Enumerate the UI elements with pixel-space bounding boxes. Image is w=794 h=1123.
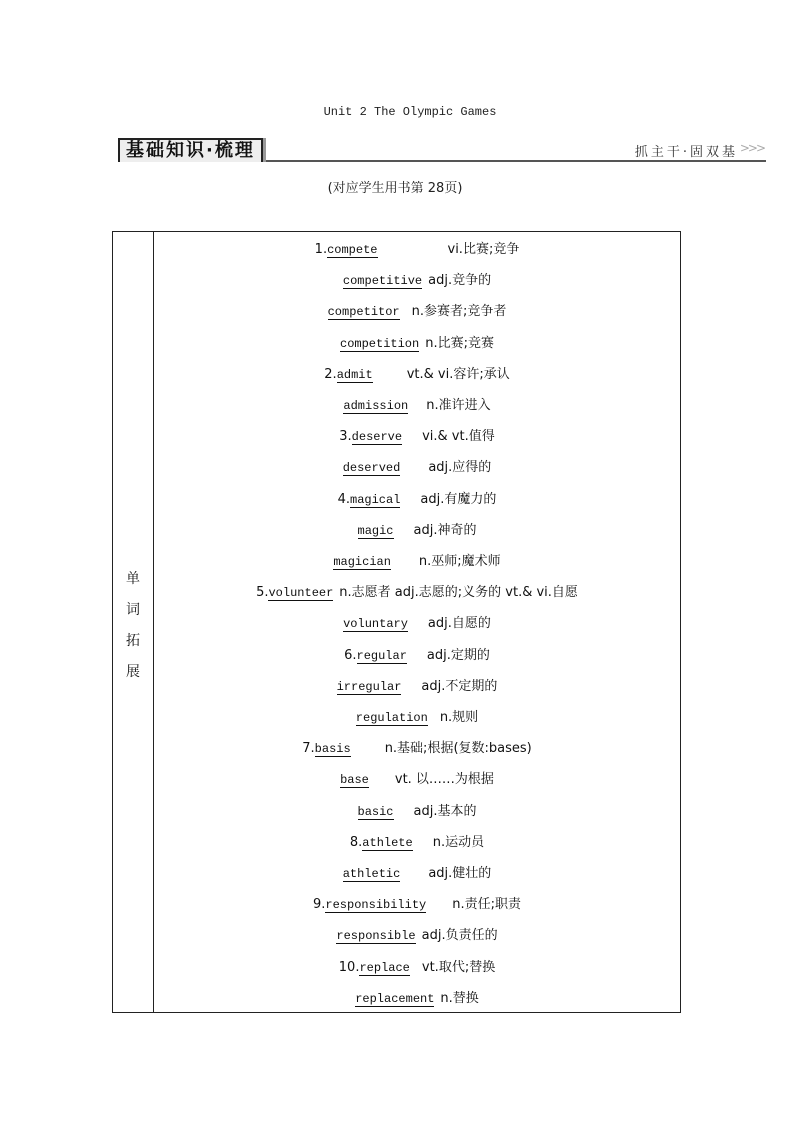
- vocab-word: athletic: [342, 867, 401, 881]
- vocab-word: irregular: [336, 679, 402, 694]
- vocab-row: [154, 983, 680, 1014]
- vocab-row: [154, 577, 680, 608]
- side-label-char: 拓: [126, 633, 140, 649]
- vocab-definition: n.替换: [440, 990, 479, 1006]
- vocab-word: admit: [336, 367, 373, 382]
- vocab-word: volunteer: [268, 586, 334, 601]
- vocab-row: [154, 421, 680, 452]
- item-number: 3.: [339, 429, 352, 445]
- vocab-definition: n.责任;职责: [452, 897, 521, 913]
- vocab-definition: adj.应得的: [428, 460, 492, 476]
- vocab-word: magician: [333, 555, 391, 569]
- vocab-row: [154, 858, 680, 889]
- side-label-char: 词: [126, 602, 140, 618]
- vocab-definition: n.巫师;魔术师: [418, 554, 501, 569]
- vocab-word: basis: [314, 742, 351, 757]
- vocab-word: basic: [357, 804, 394, 819]
- section-bar: [118, 138, 766, 162]
- vocab-definition: adj.健壮的: [428, 866, 492, 881]
- vocab-definition: adj.有魔力的: [420, 491, 497, 507]
- vocab-definition: n.基础;根据(复数:bases): [384, 741, 532, 757]
- item-number: 2.: [324, 366, 337, 382]
- section-label: 基础知识·梳理: [118, 138, 263, 162]
- vocab-row: [154, 920, 680, 951]
- vocab-row: [154, 359, 680, 390]
- vocab-word: competitive: [342, 274, 423, 289]
- vocab-word: compete: [327, 243, 378, 257]
- vocab-row: [154, 296, 680, 327]
- vocab-row: [154, 640, 680, 671]
- vocab-word: magical: [350, 492, 401, 507]
- side-label: [113, 564, 153, 688]
- vocab-row: [154, 671, 680, 702]
- vocab-word: responsible: [336, 929, 416, 944]
- item-number: 7.: [302, 741, 315, 757]
- vocab-row: [154, 328, 680, 359]
- chevron-right-icon: >>>: [739, 141, 764, 155]
- vocab-definition: adj.负责任的: [421, 928, 498, 944]
- item-number: 5.: [256, 585, 269, 601]
- vocab-word: responsibility: [325, 898, 427, 913]
- vocab-definition: vi.& vt.值得: [422, 429, 495, 445]
- vocab-word: athlete: [362, 835, 413, 850]
- vocab-definition: adj.自愿的: [427, 616, 491, 632]
- vocab-row: [154, 484, 680, 515]
- side-label-char: 展: [126, 664, 140, 680]
- vocab-row: [154, 452, 680, 483]
- unit-title: Unit 2 The Olympic Games: [323, 105, 497, 119]
- vocab-row: [154, 546, 680, 577]
- vocab-row: [154, 796, 680, 827]
- vocab-word: regulation: [355, 711, 428, 725]
- side-column: [113, 232, 154, 1012]
- vocab-word: competition: [340, 336, 420, 351]
- vocab-word: replacement: [355, 991, 435, 1006]
- vocab-row: [154, 952, 680, 983]
- side-label-char: 单: [126, 571, 140, 587]
- vocab-row: [154, 702, 680, 733]
- vocab-word: regular: [356, 648, 407, 663]
- item-number: 8.: [349, 834, 363, 850]
- vocab-row: [154, 827, 680, 858]
- vocab-word: voluntary: [343, 617, 408, 632]
- vocab-definition: n.规则: [439, 710, 479, 725]
- vocab-row: [154, 608, 680, 639]
- vocab-definition: vt.& vi.容许;承认: [406, 366, 510, 382]
- vocab-row: [154, 515, 680, 546]
- vocab-definition: adj.定期的: [426, 647, 490, 663]
- vocab-row: [154, 390, 680, 421]
- vocab-definition: n.准许进入: [426, 398, 491, 413]
- section-motto: 抓主干·固双基: [634, 145, 738, 160]
- vocab-definition: n.志愿者 adj.志愿的;义务的 vt.& vi.自愿: [339, 585, 578, 601]
- vocab-definition: adj.基本的: [413, 803, 477, 819]
- vocab-row: [154, 764, 680, 795]
- vocab-definition: adj.神奇的: [413, 522, 477, 538]
- item-number: 9.: [313, 897, 326, 913]
- vocab-row: [154, 733, 680, 764]
- vocab-word: magic: [357, 523, 394, 538]
- vocab-word: deserved: [342, 461, 401, 476]
- vocab-row: [154, 265, 680, 296]
- vocab-table: [112, 231, 681, 1013]
- vocab-row: [154, 234, 680, 265]
- vocab-word: admission: [343, 399, 409, 413]
- vocab-definition: vt.取代;替换: [421, 959, 496, 975]
- page-reference: (对应学生用书第 28页): [327, 181, 463, 196]
- vocab-row: [154, 889, 680, 920]
- vocab-definition: n.比赛;竞赛: [425, 335, 494, 351]
- vocab-definition: vt. 以……为根据: [394, 772, 494, 788]
- vocab-definition: n.参赛者;竞争者: [411, 304, 507, 320]
- vocab-definition: adj.竞争的: [428, 273, 492, 289]
- vocab-definition: vi.比赛;竞争: [447, 242, 520, 257]
- vocab-word: deserve: [351, 430, 403, 445]
- vocab-word: competitor: [327, 305, 400, 320]
- item-number: 10.: [338, 959, 360, 975]
- item-number: 6.: [344, 647, 357, 663]
- item-number: 1.: [314, 242, 328, 257]
- item-number: 4.: [337, 491, 350, 507]
- vocab-definition: n.运动员: [432, 834, 485, 850]
- vocab-word: replace: [359, 960, 410, 975]
- vocab-word: base: [340, 773, 369, 788]
- vocab-definition: adj.不定期的: [421, 678, 498, 694]
